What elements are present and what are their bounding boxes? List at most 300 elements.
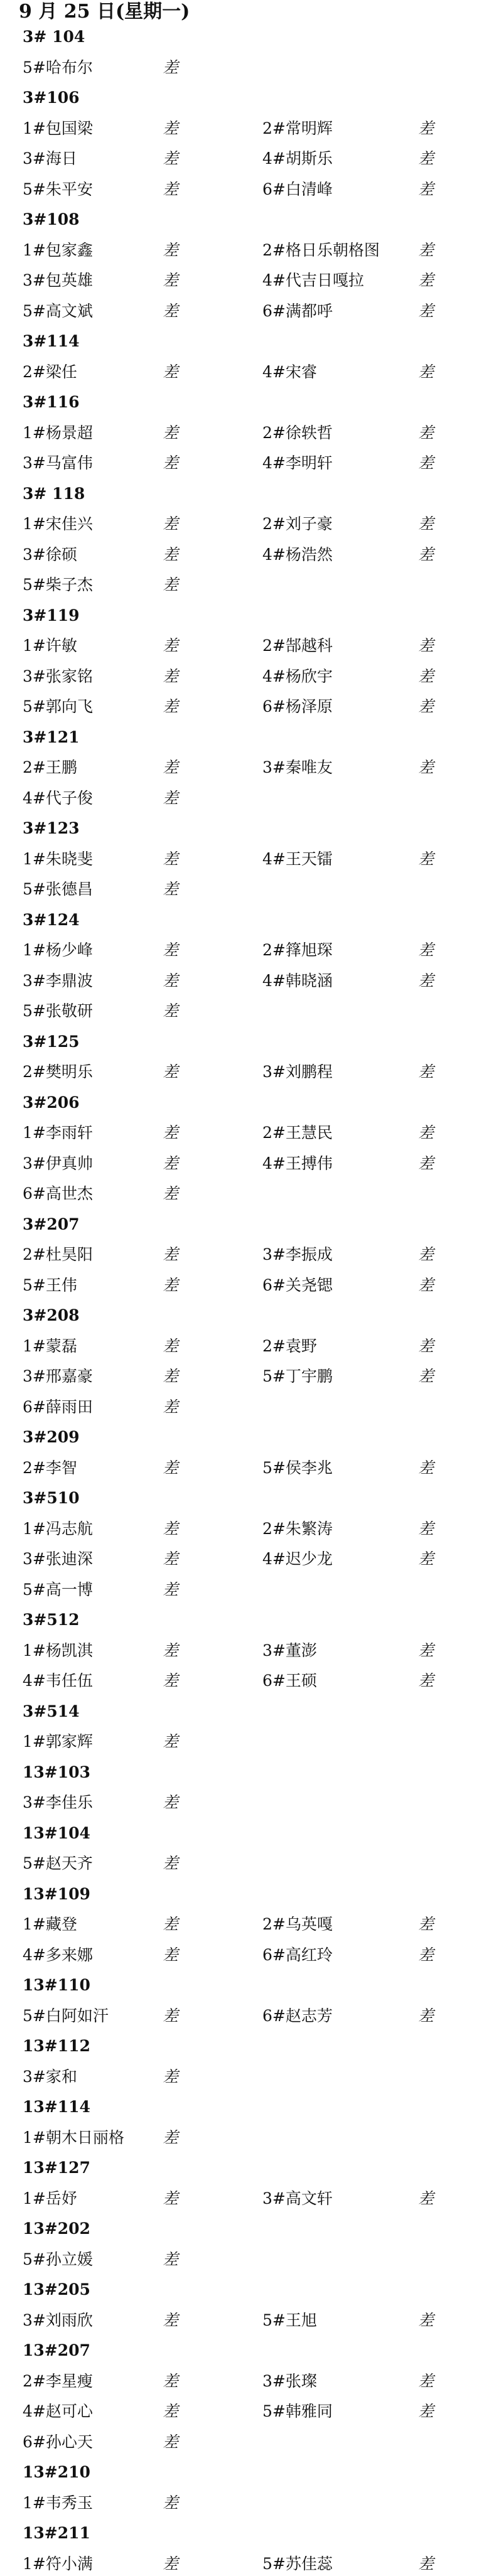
student-name: 3#海日: [23, 149, 77, 168]
grade-mark: 差: [418, 2402, 434, 2420]
grade-mark: 差: [418, 454, 434, 472]
student-entry: [262, 1456, 451, 1480]
student-name: 2#箨旭琛: [262, 941, 333, 959]
student-entry: [23, 1121, 274, 1145]
grade-mark: 差: [163, 2128, 179, 2147]
student-entry: [23, 634, 274, 658]
student-name: 2#杜昊阳: [23, 1245, 93, 1264]
student-entry: [262, 512, 451, 536]
room-header-row: [0, 1973, 479, 1997]
student-name: 2#朱繁涛: [262, 1519, 333, 1538]
student-row: [0, 543, 479, 567]
student-row: [0, 178, 479, 201]
room-header-row: [0, 2034, 479, 2058]
grade-mark: 差: [418, 180, 434, 198]
grade-mark: 差: [163, 1154, 179, 1173]
student-name: 2#樊明乐: [23, 1063, 93, 1081]
student-entry: [23, 1274, 274, 1297]
grade-mark: 差: [163, 301, 179, 320]
student-name: 6#满都呼: [262, 301, 333, 320]
student-row: [0, 847, 479, 871]
grade-mark: 差: [163, 454, 179, 472]
student-row: [0, 1578, 479, 1602]
room-header-row: [0, 1822, 479, 1845]
grade-mark: 差: [418, 1063, 434, 1081]
student-entry: [262, 634, 451, 658]
grade-mark: 差: [418, 1672, 434, 1690]
student-entry: [23, 2004, 274, 2028]
student-entry: [262, 1639, 451, 1663]
student-name: 6#赵志芳: [262, 2006, 333, 2025]
student-entry: [23, 938, 274, 962]
student-row: [0, 2430, 479, 2454]
room-header-row: [0, 330, 479, 353]
room-header-row: [0, 1213, 479, 1237]
grade-mark: 差: [163, 697, 179, 716]
student-name: 3#李振成: [262, 1245, 333, 1264]
grade-mark: 差: [163, 849, 179, 868]
student-row: [0, 239, 479, 262]
student-entry: [262, 847, 451, 871]
room-header-row: [0, 1091, 479, 1115]
student-name: 3#秦唯友: [262, 758, 333, 776]
student-entry: [23, 1334, 274, 1358]
grade-mark: 差: [163, 1124, 179, 1142]
student-name: 5#白阿如汗: [23, 2006, 109, 2025]
student-entry: [262, 421, 451, 445]
grade-mark: 差: [418, 1275, 434, 1294]
grade-mark: 差: [418, 2371, 434, 2390]
student-name: 6#孙心天: [23, 2432, 93, 2451]
grade-mark: 差: [418, 1519, 434, 1538]
student-name: 5#孙立媛: [23, 2250, 93, 2268]
student-entry: [23, 2491, 274, 2515]
student-name: 3#家和: [23, 2067, 77, 2086]
student-entry: [262, 2552, 451, 2576]
student-name: 1#杨少峰: [23, 941, 93, 959]
grade-mark: 差: [418, 515, 434, 533]
student-entry: [23, 1730, 274, 1754]
student-name: 3#高文轩: [262, 2189, 333, 2208]
room-header-row: [0, 86, 479, 110]
grade-mark: 差: [163, 941, 179, 959]
grade-mark: 差: [163, 423, 179, 442]
student-row: [0, 1913, 479, 1936]
grade-mark: 差: [163, 971, 179, 990]
student-name: 5#张德昌: [23, 880, 93, 898]
grade-mark: 差: [418, 119, 434, 137]
student-name: 4#代子俊: [23, 788, 93, 807]
student-entry: [23, 1639, 274, 1663]
grade-mark: 差: [163, 1184, 179, 1203]
room-number: 3#207: [23, 1215, 80, 1233]
student-name: 5#丁宇鹏: [262, 1367, 333, 1385]
student-name: 3#刘鹏程: [262, 1063, 333, 1081]
grade-mark: 差: [418, 636, 434, 655]
student-entry: [23, 1060, 274, 1084]
room-number: 13#202: [23, 2219, 90, 2238]
grade-mark: 差: [163, 2402, 179, 2420]
student-entry: [23, 299, 274, 323]
grade-mark: 差: [418, 1915, 434, 1933]
student-name: 4#杨浩然: [262, 545, 333, 564]
student-name: 2#常明辉: [262, 119, 333, 137]
student-name: 1#朱晓斐: [23, 849, 93, 868]
grade-mark: 差: [418, 2189, 434, 2208]
grade-mark: 差: [163, 1002, 179, 1020]
student-entry: [23, 2552, 274, 2576]
student-name: 6#关尧锶: [262, 1275, 333, 1294]
grade-mark: 差: [163, 1915, 179, 1933]
student-name: 4#多来娜: [23, 1945, 93, 1964]
student-row: [0, 56, 479, 80]
student-name: 2#乌英嘎: [262, 1915, 333, 1933]
room-number: 13#211: [23, 2524, 90, 2542]
room-header-row: [0, 2339, 479, 2363]
student-entry: [262, 1365, 451, 1388]
student-row: [0, 756, 479, 780]
room-number: 3# 118: [23, 484, 85, 503]
student-entry: [23, 239, 274, 262]
student-name: 4#韩晓涵: [262, 971, 333, 990]
student-name: 1#杨凯淇: [23, 1641, 93, 1660]
student-name: 2#王鹏: [23, 758, 77, 776]
student-name: 4#李明轩: [262, 454, 333, 472]
student-row: [0, 634, 479, 658]
grade-mark: 差: [418, 971, 434, 990]
grade-mark: 差: [163, 2554, 179, 2573]
student-name: 3#李鼎波: [23, 971, 93, 990]
grade-mark: 差: [163, 1367, 179, 1385]
student-name: 1#包家鑫: [23, 240, 93, 259]
student-row: [0, 1121, 479, 1145]
student-name: 5#张敬研: [23, 1002, 93, 1020]
grade-mark: 差: [163, 880, 179, 898]
student-name: 1#朝木日丽格: [23, 2128, 124, 2147]
student-entry: [262, 269, 451, 292]
room-number: 3#209: [23, 1428, 80, 1446]
room-number: 3#108: [23, 210, 80, 228]
student-row: [0, 665, 479, 689]
grade-mark: 差: [163, 1245, 179, 1264]
student-entry: [23, 56, 274, 80]
student-name: 5#哈布尔: [23, 58, 93, 77]
room-number: 13#205: [23, 2280, 90, 2299]
student-entry: [23, 969, 274, 993]
student-name: 5#高文斌: [23, 301, 93, 320]
room-number: 13#127: [23, 2159, 90, 2177]
student-row: [0, 1334, 479, 1358]
student-name: 3#邢嘉豪: [23, 1367, 93, 1385]
grade-mark: 差: [163, 1063, 179, 1081]
grade-mark: 差: [418, 758, 434, 776]
student-name: 1#杨景超: [23, 423, 93, 442]
student-entry: [23, 1578, 274, 1602]
student-row: [0, 512, 479, 536]
student-name: 4#胡斯乐: [262, 149, 333, 168]
room-header-row: [0, 1030, 479, 1054]
student-entry: [262, 1243, 451, 1267]
student-entry: [262, 239, 451, 262]
student-entry: [262, 178, 451, 201]
student-entry: [262, 2187, 451, 2211]
student-name: 5#韩雅同: [262, 2402, 333, 2420]
student-entry: [262, 147, 451, 171]
student-name: 4#赵可心: [23, 2402, 93, 2420]
student-row: [0, 1456, 479, 1480]
student-row: [0, 1243, 479, 1267]
student-entry: [23, 1517, 274, 1541]
student-entry: [262, 1274, 451, 1297]
room-header-row: [0, 390, 479, 414]
student-row: [0, 2248, 479, 2272]
student-name: 2#王慧民: [262, 1124, 333, 1142]
student-name: 1#蒙磊: [23, 1336, 77, 1355]
room-number: 3#514: [23, 1702, 80, 1720]
room-number: 3#121: [23, 727, 80, 746]
student-entry: [23, 695, 274, 719]
room-header-row: [0, 604, 479, 628]
room-number: 13#103: [23, 1763, 90, 1781]
student-name: 1#郭家辉: [23, 1732, 93, 1751]
room-number: 3#124: [23, 910, 80, 929]
grade-mark: 差: [163, 667, 179, 685]
student-entry: [262, 938, 451, 962]
room-header-row: [0, 25, 479, 49]
room-number: 13#109: [23, 1884, 90, 1903]
student-name: 5#朱平安: [23, 180, 93, 198]
grade-mark: 差: [418, 362, 434, 381]
grade-mark: 差: [163, 362, 179, 381]
grade-mark: 差: [418, 849, 434, 868]
grade-mark: 差: [418, 1367, 434, 1385]
student-row: [0, 786, 479, 810]
student-entry: [262, 1334, 451, 1358]
grade-mark: 差: [418, 271, 434, 289]
student-entry: [23, 1243, 274, 1267]
room-header-row: [0, 2095, 479, 2119]
student-row: [0, 2369, 479, 2393]
student-name: 3#张家铭: [23, 667, 93, 685]
grade-mark: 差: [418, 2006, 434, 2025]
student-entry: [262, 1517, 451, 1541]
student-name: 1#许敏: [23, 636, 77, 655]
room-number: 3# 104: [23, 28, 85, 46]
grade-mark: 差: [163, 119, 179, 137]
student-row: [0, 421, 479, 445]
room-header-row: [0, 2521, 479, 2545]
student-name: 6#白清峰: [262, 180, 333, 198]
room-header-row: [0, 2156, 479, 2180]
student-entry: [23, 1791, 274, 1815]
room-header-row: [0, 908, 479, 932]
grade-mark: 差: [163, 2250, 179, 2268]
student-entry: [262, 665, 451, 689]
student-name: 3#包英雄: [23, 271, 93, 289]
student-entry: [23, 665, 274, 689]
grade-mark: 差: [163, 576, 179, 594]
room-header-row: [0, 726, 479, 749]
student-name: 4#代吉日嘎拉: [262, 271, 364, 289]
student-name: 1#符小满: [23, 2554, 93, 2573]
student-entry: [262, 2004, 451, 2028]
grade-mark: 差: [418, 1336, 434, 1355]
student-entry: [262, 2369, 451, 2393]
room-header-row: [0, 2278, 479, 2302]
student-name: 6#薛雨田: [23, 1397, 93, 1416]
student-entry: [23, 2430, 274, 2454]
room-number: 13#110: [23, 1976, 90, 1994]
student-name: 4#韦任伍: [23, 1672, 93, 1690]
student-entry: [262, 2400, 451, 2423]
grade-mark: 差: [163, 2310, 179, 2329]
student-row: [0, 1730, 479, 1754]
student-entry: [23, 1943, 274, 1967]
student-name: 2#梁任: [23, 362, 77, 381]
student-name: 5#赵天齐: [23, 1854, 93, 1872]
grade-mark: 差: [163, 2432, 179, 2451]
student-row: [0, 2309, 479, 2332]
student-row: [0, 1365, 479, 1388]
student-row: [0, 2187, 479, 2211]
grade-mark: 差: [163, 1793, 179, 1811]
student-entry: [262, 1913, 451, 1936]
student-row: [0, 573, 479, 597]
room-header-row: [0, 1608, 479, 1632]
student-row: [0, 1395, 479, 1419]
student-entry: [262, 117, 451, 141]
student-entry: [262, 1060, 451, 1084]
student-row: [0, 2126, 479, 2150]
student-name: 4#王搏伟: [262, 1154, 333, 1173]
student-entry: [23, 877, 274, 901]
student-name: 4#宋睿: [262, 362, 317, 381]
student-name: 3#徐硕: [23, 545, 77, 564]
student-row: [0, 299, 479, 323]
student-name: 1#冯志航: [23, 1519, 93, 1538]
student-entry: [23, 2187, 274, 2211]
student-name: 1#宋佳兴: [23, 515, 93, 533]
student-entry: [23, 1547, 274, 1571]
student-entry: [262, 1943, 451, 1967]
student-entry: [23, 2126, 274, 2150]
grade-mark: 差: [163, 1275, 179, 1294]
student-name: 6#杨泽原: [262, 697, 333, 716]
student-entry: [23, 1913, 274, 1936]
grade-mark: 差: [163, 58, 179, 77]
student-entry: [23, 421, 274, 445]
room-number: 3#114: [23, 332, 80, 350]
student-entry: [23, 999, 274, 1023]
student-row: [0, 969, 479, 993]
grade-mark: 差: [418, 1245, 434, 1264]
student-name: 1#岳妤: [23, 2189, 77, 2208]
student-entry: [23, 573, 274, 597]
student-entry: [262, 695, 451, 719]
student-name: 2#格日乐朝格图: [262, 240, 380, 259]
student-entry: [262, 969, 451, 993]
student-entry: [23, 1395, 274, 1419]
grade-mark: 差: [418, 2554, 434, 2573]
student-entry: [262, 299, 451, 323]
room-number: 3#119: [23, 606, 80, 625]
student-name: 5#侯李兆: [262, 1458, 333, 1477]
student-row: [0, 1152, 479, 1176]
student-entry: [23, 756, 274, 780]
student-entry: [23, 2248, 274, 2272]
student-row: [0, 2400, 479, 2423]
student-name: 6#王硕: [262, 1672, 317, 1690]
grade-mark: 差: [163, 515, 179, 533]
student-name: 4#迟少龙: [262, 1550, 333, 1568]
grade-mark: 差: [163, 1641, 179, 1660]
student-name: 3#刘雨欣: [23, 2310, 93, 2329]
grade-mark: 差: [163, 1732, 179, 1751]
room-header-row: [0, 2461, 479, 2484]
student-row: [0, 451, 479, 475]
student-entry: [23, 147, 274, 171]
student-entry: [23, 2065, 274, 2089]
student-name: 3#张璨: [262, 2371, 317, 2390]
room-number: 13#210: [23, 2463, 90, 2481]
student-entry: [262, 1669, 451, 1693]
student-entry: [23, 1152, 274, 1176]
student-name: 2#袁野: [262, 1336, 317, 1355]
student-entry: [23, 117, 274, 141]
student-name: 1#李雨轩: [23, 1124, 93, 1142]
student-row: [0, 1669, 479, 1693]
grade-mark: 差: [163, 180, 179, 198]
grade-mark: 差: [418, 423, 434, 442]
grade-mark: 差: [163, 758, 179, 776]
room-number: 13#104: [23, 1823, 90, 1842]
student-name: 1#包国梁: [23, 119, 93, 137]
grade-mark: 差: [418, 1550, 434, 1568]
student-entry: [262, 543, 451, 567]
student-row: [0, 269, 479, 292]
student-name: 2#徐轶哲: [262, 423, 333, 442]
grade-mark: 差: [163, 545, 179, 564]
student-row: [0, 2004, 479, 2028]
student-entry: [23, 360, 274, 384]
room-number: 3#125: [23, 1032, 80, 1051]
student-row: [0, 1274, 479, 1297]
student-row: [0, 999, 479, 1023]
grade-mark: 差: [163, 1458, 179, 1477]
room-number: 13#114: [23, 2098, 90, 2116]
student-entry: [23, 543, 274, 567]
grade-mark: 差: [163, 2493, 179, 2512]
student-row: [0, 360, 479, 384]
student-name: 1#韦秀玉: [23, 2493, 93, 2512]
student-name: 2#刘子豪: [262, 515, 333, 533]
grade-mark: 差: [418, 697, 434, 716]
grade-mark: 差: [163, 2189, 179, 2208]
student-entry: [23, 1852, 274, 1876]
room-number: 3#106: [23, 89, 80, 107]
student-entry: [262, 451, 451, 475]
student-row: [0, 1060, 479, 1084]
student-name: 5#苏佳蕊: [262, 2554, 333, 2573]
grade-mark: 差: [163, 1672, 179, 1690]
student-row: [0, 1791, 479, 1815]
grade-mark: 差: [418, 1458, 434, 1477]
grade-mark: 差: [163, 2067, 179, 2086]
student-name: 2#郜越科: [262, 636, 333, 655]
student-row: [0, 1852, 479, 1876]
student-name: 4#王天镭: [262, 849, 333, 868]
room-number: 3#116: [23, 393, 80, 411]
